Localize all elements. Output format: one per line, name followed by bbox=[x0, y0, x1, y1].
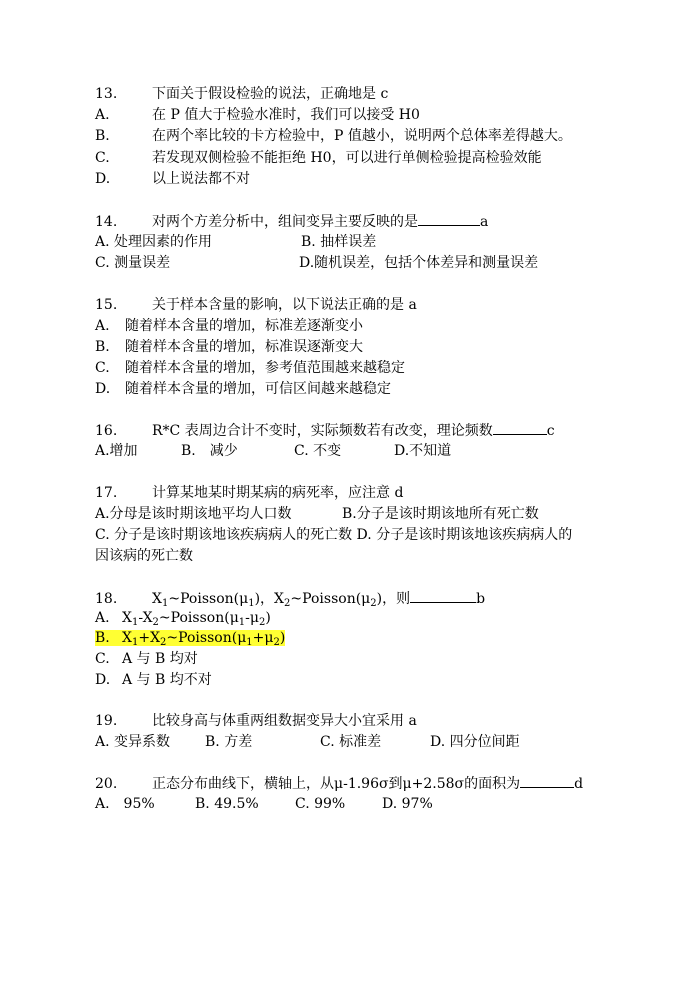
q18-option-b bbox=[95, 628, 285, 648]
q13-option-c bbox=[95, 148, 542, 168]
q19-option-a: A. 变异系数 bbox=[95, 734, 171, 750]
q16-stem bbox=[95, 420, 555, 440]
q18-option-c bbox=[95, 649, 198, 669]
q15-text: 关于样本含量的影响，以下说法正确的是 a bbox=[152, 297, 417, 313]
option-text: $X_1-X_2\sim Poisson(\mu_1-\mu_2)$ bbox=[122, 610, 271, 628]
option-text: $X_1+X_2\sim Poisson(\mu_1+\mu_2)$ bbox=[122, 630, 286, 648]
q15-option-d bbox=[95, 379, 391, 399]
q13-option-a bbox=[95, 105, 420, 125]
option-label: D. bbox=[95, 381, 111, 397]
q17-option-a: A.分母是该时期该地平均人口数 bbox=[95, 506, 292, 522]
option-text: 以上说法都不对 bbox=[152, 171, 250, 187]
q14-option-c: C. 测量误差 bbox=[95, 255, 171, 271]
q14-answer: a bbox=[480, 214, 489, 230]
option-label: A. bbox=[95, 107, 110, 123]
option-text: A 与 B 均对 bbox=[122, 651, 198, 667]
option-text: 在两个率比较的卡方检验中，P 值越小，说明两个总体率差得越大。 bbox=[152, 128, 572, 144]
option-label: D. bbox=[95, 171, 111, 187]
q20-option-b: B. 49.5% bbox=[195, 796, 259, 812]
option-label: B. bbox=[95, 128, 110, 144]
q13-stem bbox=[95, 84, 388, 104]
q19-number: 19. bbox=[95, 713, 118, 729]
q15-option-b bbox=[95, 337, 363, 357]
q20-options bbox=[95, 794, 433, 814]
q16-options bbox=[95, 441, 451, 461]
q20-stem bbox=[95, 773, 583, 793]
q16-option-a: A.增加 bbox=[95, 443, 138, 459]
option-text: 随着样本含量的增加，标准差逐渐变小 bbox=[125, 318, 363, 334]
q20-number: 20. bbox=[95, 776, 118, 792]
q15-option-a bbox=[95, 316, 363, 336]
q20-text: 正态分布曲线下，横轴上，从μ-1.96σ到μ+2.58σ的面积为 bbox=[152, 776, 521, 792]
q17-options-row3 bbox=[95, 546, 193, 566]
q20-answer: d bbox=[574, 776, 584, 792]
option-text: 若发现双侧检验不能拒绝 H0，可以进行单侧检验提高检验效能 bbox=[152, 150, 542, 166]
option-label: B. bbox=[95, 630, 110, 646]
q19-options bbox=[95, 732, 520, 752]
option-text: 随着样本含量的增加，参考值范围越来越稳定 bbox=[125, 360, 405, 376]
q17-option-c-d: C. 分子是该时期该地该疾病病人的死亡数 D. 分子是该时期该地该疾病病人的 bbox=[95, 527, 573, 543]
q14-option-b: B. 抽样误差 bbox=[301, 234, 377, 250]
q17-option-d-cont: 因该病的死亡数 bbox=[95, 548, 193, 564]
q14-number: 14. bbox=[95, 214, 118, 230]
q16-number: 16. bbox=[95, 423, 118, 439]
option-label: B. bbox=[95, 339, 110, 355]
option-label: D. bbox=[95, 672, 111, 688]
q14-option-d: D.随机误差，包括个体差异和测量误差 bbox=[299, 255, 539, 271]
q17-number: 17. bbox=[95, 485, 118, 501]
q16-answer: c bbox=[546, 423, 555, 439]
q20-option-d: D. 97% bbox=[382, 796, 433, 812]
q20-option-a: A. 95% bbox=[95, 796, 155, 812]
q17-option-b: B.分子是该时期该地所有死亡数 bbox=[342, 506, 539, 522]
q18-formula: $X_1\sim Poisson(\mu_1)$，$X_2\sim Poisson(\mu_2)$ bbox=[152, 591, 383, 609]
highlighted-option bbox=[95, 630, 285, 646]
q16-option-d: D.不知道 bbox=[394, 443, 452, 459]
q18-number: 18. bbox=[95, 591, 118, 607]
option-label: A. bbox=[95, 610, 110, 626]
q17-options-row2 bbox=[95, 525, 572, 545]
option-text: 在 P 值大于检验水准时，我们可以接受 H0 bbox=[152, 107, 420, 123]
q13-text: 下面关于假设检验的说法，正确地是 c bbox=[152, 86, 389, 102]
option-text: A 与 B 均不对 bbox=[122, 672, 212, 688]
q18-stem bbox=[95, 588, 485, 608]
q16-option-c: C. 不变 bbox=[294, 443, 342, 459]
q18-sep: ，则 bbox=[382, 591, 411, 607]
q17-stem bbox=[95, 483, 403, 503]
option-label: A. bbox=[95, 318, 110, 334]
q14-options-row2 bbox=[95, 253, 538, 273]
q14-options-row1 bbox=[95, 232, 376, 252]
q18-option-a bbox=[95, 608, 271, 628]
answer-blank bbox=[520, 773, 574, 788]
option-text: 随着样本含量的增加，标准误逐渐变大 bbox=[125, 339, 363, 355]
q13-number: 13. bbox=[95, 86, 118, 102]
option-label: C. bbox=[95, 150, 110, 166]
q20-option-c: C. 99% bbox=[295, 796, 346, 812]
q19-option-d: D. 四分位间距 bbox=[430, 734, 520, 750]
q19-stem bbox=[95, 711, 417, 731]
q14-text: 对两个方差分析中，组间变异主要反映的是 bbox=[152, 214, 418, 230]
q18-answer: b bbox=[476, 591, 486, 607]
q14-stem bbox=[95, 211, 488, 231]
option-label: C. bbox=[95, 360, 110, 376]
option-text: 随着样本含量的增加，可信区间越来越稳定 bbox=[125, 381, 391, 397]
q19-text: 比较身高与体重两组数据变异大小宜采用 a bbox=[152, 713, 417, 729]
q14-option-a: A. 处理因素的作用 bbox=[95, 234, 213, 250]
q18-option-d bbox=[95, 670, 212, 690]
q15-number: 15. bbox=[95, 297, 118, 313]
q13-option-b bbox=[95, 126, 572, 146]
q15-option-c bbox=[95, 358, 405, 378]
option-label: C. bbox=[95, 651, 110, 667]
q16-option-b: B. 减少 bbox=[181, 443, 238, 459]
q13-option-d bbox=[95, 169, 250, 189]
q17-text: 计算某地某时期某病的病死率，应注意 d bbox=[152, 485, 404, 501]
q16-text: R*C 表周边合计不变时，实际频数若有改变，理论频数 bbox=[152, 423, 493, 439]
answer-blank bbox=[410, 588, 476, 603]
q17-options-row1 bbox=[95, 504, 539, 524]
q19-option-c: C. 标准差 bbox=[320, 734, 382, 750]
answer-blank bbox=[493, 420, 547, 435]
answer-blank bbox=[418, 211, 480, 226]
q15-stem bbox=[95, 295, 417, 315]
q19-option-b: B. 方差 bbox=[205, 734, 253, 750]
